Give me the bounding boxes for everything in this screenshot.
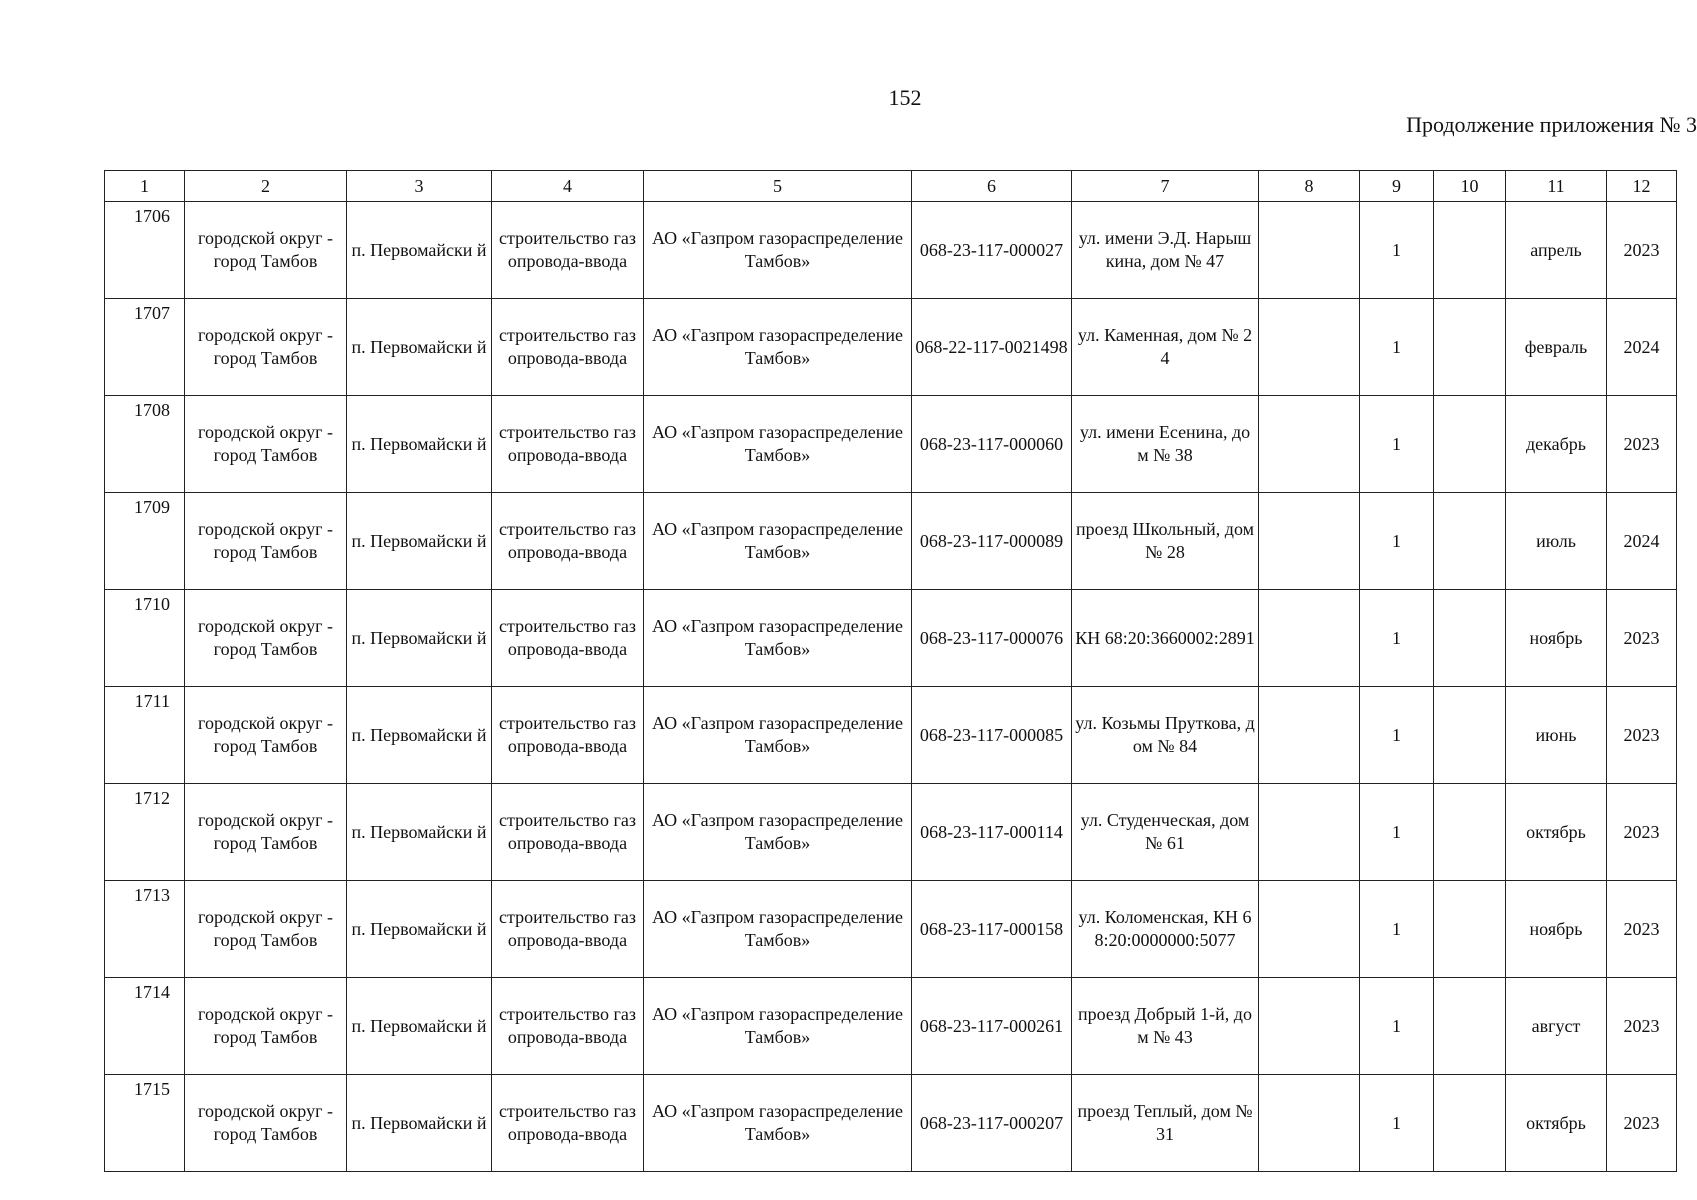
quantity-cell: 1	[1360, 978, 1434, 1075]
column-header: 8	[1259, 171, 1360, 202]
organization-cell: АО «Газпром газораспределение Тамбов»	[644, 881, 912, 978]
month-cell: ноябрь	[1506, 590, 1607, 687]
address-cell: проезд Добрый 1-й, дом № 43	[1072, 978, 1259, 1075]
column-10-cell	[1434, 978, 1506, 1075]
year-cell: 2023	[1607, 978, 1677, 1075]
address-cell: проезд Школьный, дом № 28	[1072, 493, 1259, 590]
quantity-cell: 1	[1360, 590, 1434, 687]
row-number: 1715	[105, 1075, 185, 1172]
month-cell: август	[1506, 978, 1607, 1075]
quantity-cell: 1	[1360, 299, 1434, 396]
district-cell: городской округ - город Тамбов	[185, 784, 347, 881]
column-8-cell	[1259, 202, 1360, 299]
code-cell: 068-22-117-0021498	[912, 299, 1072, 396]
district-cell: городской округ - город Тамбов	[185, 493, 347, 590]
quantity-cell: 1	[1360, 396, 1434, 493]
column-8-cell	[1259, 978, 1360, 1075]
column-10-cell	[1434, 396, 1506, 493]
organization-cell: АО «Газпром газораспределение Тамбов»	[644, 396, 912, 493]
column-header: 9	[1360, 171, 1434, 202]
table-row	[105, 1075, 1677, 1172]
district-cell: городской округ - город Тамбов	[185, 1075, 347, 1172]
row-number: 1709	[105, 493, 185, 590]
address-cell: ул. Студенческая, дом № 61	[1072, 784, 1259, 881]
year-cell: 2023	[1607, 881, 1677, 978]
column-10-cell	[1434, 590, 1506, 687]
code-cell: 068-23-117-000114	[912, 784, 1072, 881]
table-row	[105, 881, 1677, 978]
month-cell: ноябрь	[1506, 881, 1607, 978]
month-cell: апрель	[1506, 202, 1607, 299]
month-cell: декабрь	[1506, 396, 1607, 493]
year-cell: 2023	[1607, 202, 1677, 299]
table-row	[105, 493, 1677, 590]
column-10-cell	[1434, 202, 1506, 299]
year-cell: 2023	[1607, 396, 1677, 493]
district-cell: городской округ - город Тамбов	[185, 299, 347, 396]
code-cell: 068-23-117-000060	[912, 396, 1072, 493]
month-cell: октябрь	[1506, 784, 1607, 881]
table-row	[105, 396, 1677, 493]
organization-cell: АО «Газпром газораспределение Тамбов»	[644, 493, 912, 590]
year-cell: 2023	[1607, 687, 1677, 784]
page-number: 152	[888, 85, 922, 110]
column-10-cell	[1434, 1075, 1506, 1172]
column-8-cell	[1259, 396, 1360, 493]
column-10-cell	[1434, 784, 1506, 881]
month-cell: февраль	[1506, 299, 1607, 396]
address-cell: ул. Козьмы Пруткова, дом № 84	[1072, 687, 1259, 784]
settlement-cell: п. Первомайски й	[347, 299, 492, 396]
code-cell: 068-23-117-000085	[912, 687, 1072, 784]
column-8-cell	[1259, 590, 1360, 687]
address-cell: проезд Теплый, дом № 31	[1072, 1075, 1259, 1172]
quantity-cell: 1	[1360, 493, 1434, 590]
row-number: 1713	[105, 881, 185, 978]
row-number: 1707	[105, 299, 185, 396]
column-header: 11	[1506, 171, 1607, 202]
column-8-cell	[1259, 784, 1360, 881]
settlement-cell: п. Первомайски й	[347, 396, 492, 493]
row-number: 1710	[105, 590, 185, 687]
column-header: 1	[105, 171, 185, 202]
year-cell: 2023	[1607, 590, 1677, 687]
row-number: 1711	[105, 687, 185, 784]
organization-cell: АО «Газпром газораспределение Тамбов»	[644, 202, 912, 299]
year-cell: 2024	[1607, 299, 1677, 396]
column-header: 12	[1607, 171, 1677, 202]
register-table-container	[104, 170, 1677, 1172]
settlement-cell: п. Первомайски й	[347, 881, 492, 978]
column-8-cell	[1259, 1075, 1360, 1172]
column-header: 3	[347, 171, 492, 202]
row-number: 1712	[105, 784, 185, 881]
code-cell: 068-23-117-000027	[912, 202, 1072, 299]
quantity-cell: 1	[1360, 1075, 1434, 1172]
appendix-title: Продолжение приложения № 3	[1406, 112, 1697, 137]
organization-cell: АО «Газпром газораспределение Тамбов»	[644, 590, 912, 687]
district-cell: городской округ - город Тамбов	[185, 590, 347, 687]
column-header: 10	[1434, 171, 1506, 202]
table-row	[105, 687, 1677, 784]
table-body	[105, 202, 1677, 1172]
header-row	[105, 171, 1677, 202]
district-cell: городской округ - город Тамбов	[185, 881, 347, 978]
work-type-cell: строительство газопровода-ввода	[492, 687, 644, 784]
register-table	[104, 170, 1677, 1172]
settlement-cell: п. Первомайски й	[347, 978, 492, 1075]
column-8-cell	[1259, 687, 1360, 784]
column-header: 5	[644, 171, 912, 202]
table-row	[105, 590, 1677, 687]
table-row	[105, 978, 1677, 1075]
quantity-cell: 1	[1360, 784, 1434, 881]
month-cell: июнь	[1506, 687, 1607, 784]
address-cell: ул. имени Есенина, дом № 38	[1072, 396, 1259, 493]
code-cell: 068-23-117-000261	[912, 978, 1072, 1075]
organization-cell: АО «Газпром газораспределение Тамбов»	[644, 687, 912, 784]
table-row	[105, 299, 1677, 396]
quantity-cell: 1	[1360, 881, 1434, 978]
address-cell: ул. Каменная, дом № 24	[1072, 299, 1259, 396]
year-cell: 2024	[1607, 493, 1677, 590]
work-type-cell: строительство газопровода-ввода	[492, 978, 644, 1075]
column-10-cell	[1434, 687, 1506, 784]
work-type-cell: строительство газопровода-ввода	[492, 493, 644, 590]
address-cell: КН 68:20:3660002:2891	[1072, 590, 1259, 687]
column-8-cell	[1259, 493, 1360, 590]
work-type-cell: строительство газопровода-ввода	[492, 784, 644, 881]
organization-cell: АО «Газпром газораспределение Тамбов»	[644, 978, 912, 1075]
column-8-cell	[1259, 881, 1360, 978]
month-cell: октябрь	[1506, 1075, 1607, 1172]
column-8-cell	[1259, 299, 1360, 396]
row-number: 1714	[105, 978, 185, 1075]
work-type-cell: строительство газопровода-ввода	[492, 299, 644, 396]
row-number: 1708	[105, 396, 185, 493]
work-type-cell: строительство газопровода-ввода	[492, 881, 644, 978]
column-header: 7	[1072, 171, 1259, 202]
organization-cell: АО «Газпром газораспределение Тамбов»	[644, 299, 912, 396]
organization-cell: АО «Газпром газораспределение Тамбов»	[644, 784, 912, 881]
quantity-cell: 1	[1360, 202, 1434, 299]
work-type-cell: строительство газопровода-ввода	[492, 202, 644, 299]
organization-cell: АО «Газпром газораспределение Тамбов»	[644, 1075, 912, 1172]
column-header: 6	[912, 171, 1072, 202]
settlement-cell: п. Первомайски й	[347, 202, 492, 299]
table-row	[105, 202, 1677, 299]
month-cell: июль	[1506, 493, 1607, 590]
work-type-cell: строительство газопровода-ввода	[492, 1075, 644, 1172]
code-cell: 068-23-117-000207	[912, 1075, 1072, 1172]
address-cell: ул. имени Э.Д. Нарышкина, дом № 47	[1072, 202, 1259, 299]
year-cell: 2023	[1607, 1075, 1677, 1172]
code-cell: 068-23-117-000076	[912, 590, 1072, 687]
settlement-cell: п. Первомайски й	[347, 590, 492, 687]
district-cell: городской округ - город Тамбов	[185, 978, 347, 1075]
work-type-cell: строительство газопровода-ввода	[492, 396, 644, 493]
settlement-cell: п. Первомайски й	[347, 784, 492, 881]
district-cell: городской округ - город Тамбов	[185, 202, 347, 299]
table-row	[105, 784, 1677, 881]
quantity-cell: 1	[1360, 687, 1434, 784]
code-cell: 068-23-117-000158	[912, 881, 1072, 978]
row-number: 1706	[105, 202, 185, 299]
column-header: 2	[185, 171, 347, 202]
code-cell: 068-23-117-000089	[912, 493, 1072, 590]
district-cell: городской округ - город Тамбов	[185, 687, 347, 784]
column-header: 4	[492, 171, 644, 202]
column-10-cell	[1434, 493, 1506, 590]
settlement-cell: п. Первомайски й	[347, 687, 492, 784]
district-cell: городской округ - город Тамбов	[185, 396, 347, 493]
year-cell: 2023	[1607, 784, 1677, 881]
settlement-cell: п. Первомайски й	[347, 493, 492, 590]
address-cell: ул. Коломенская, КН 68:20:0000000:5077	[1072, 881, 1259, 978]
column-10-cell	[1434, 299, 1506, 396]
work-type-cell: строительство газопровода-ввода	[492, 590, 644, 687]
column-10-cell	[1434, 881, 1506, 978]
settlement-cell: п. Первомайски й	[347, 1075, 492, 1172]
